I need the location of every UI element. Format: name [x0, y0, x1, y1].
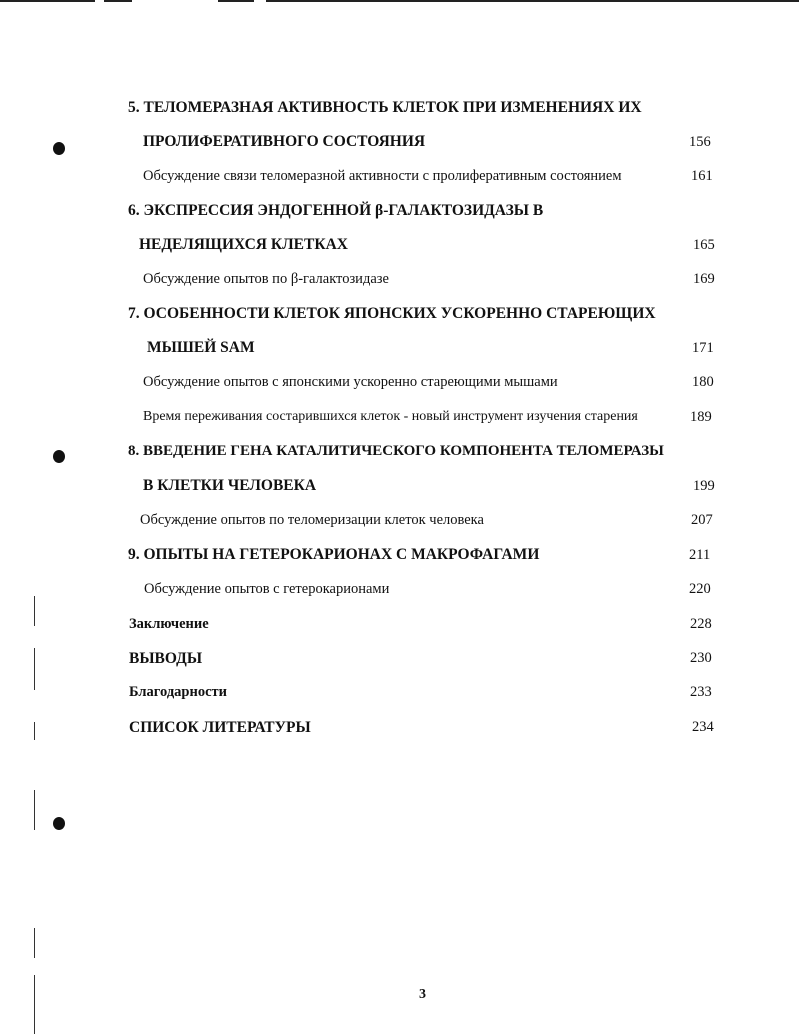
toc-section-5-sub-1: Обсуждение связи теломеразной активности с пролиферативным состоянием: [143, 168, 622, 184]
toc-section-5-title-line1: 5. ТЕЛОМЕРАЗНАЯ АКТИВНОСТЬ КЛЕТОК ПРИ ИЗМЕНЕНИЯХ ИХ: [128, 99, 642, 116]
page-number: 3: [419, 987, 426, 1002]
toc-section-9-sub-1-page: 220: [689, 581, 711, 597]
toc-section-5-page: 156: [689, 134, 711, 150]
toc-section-7-page: 171: [692, 340, 714, 356]
toc-section-7-sub-2: Время переживания состарившихся клеток - новый инструмент изучения старения: [143, 409, 638, 424]
scan-top-line-2: [104, 0, 132, 2]
toc-section-9-page: 211: [689, 547, 711, 563]
toc-acknowledgements: Благодарности: [129, 684, 228, 700]
toc-section-8-page: 199: [693, 478, 715, 494]
margin-mark-1: [34, 596, 35, 626]
toc-section-6-title-line2: НЕДЕЛЯЩИХСЯ КЛЕТКАХ: [139, 236, 348, 253]
toc-section-8-sub-1: Обсуждение опытов по теломеризации клеток человека: [140, 512, 484, 528]
margin-mark-2: [34, 648, 35, 690]
toc-section-7-title-line1: 7. ОСОБЕННОСТИ КЛЕТОК ЯПОНСКИХ УСКОРЕННО СТАРЕЮЩИХ: [128, 305, 656, 322]
toc-section-5-title-line2: ПРОЛИФЕРАТИВНОГО СОСТОЯНИЯ: [143, 133, 426, 150]
margin-mark-6: [34, 975, 35, 1034]
toc-references: СПИСОК ЛИТЕРАТУРЫ: [129, 719, 311, 736]
toc-acknowledgements-page: 233: [690, 684, 712, 700]
toc-findings-page: 230: [690, 650, 712, 666]
binder-hole-1: [53, 142, 65, 155]
toc-findings: ВЫВОДЫ: [129, 650, 203, 667]
toc-section-6-sub-1-page: 169: [693, 271, 715, 287]
toc-section-8-title-line1: 8. ВВЕДЕНИЕ ГЕНА КАТАЛИТИЧЕСКОГО КОМПОНЕНТА ТЕЛОМЕРАЗЫ: [128, 443, 664, 459]
scan-top-line-3: [218, 0, 254, 2]
binder-hole-3: [53, 817, 65, 830]
toc-section-5-sub-1-page: 161: [691, 168, 713, 184]
margin-mark-3: [34, 722, 35, 740]
toc-conclusion: Заключение: [129, 616, 209, 632]
toc-section-6-page: 165: [693, 237, 715, 253]
margin-mark-4: [34, 790, 35, 830]
toc-section-7-sub-2-page: 189: [690, 409, 712, 425]
binder-hole-2: [53, 450, 65, 463]
toc-section-9-sub-1: Обсуждение опытов с гетерокарионами: [144, 581, 390, 597]
toc-section-8-title-line2: В КЛЕТКИ ЧЕЛОВЕКА: [143, 477, 317, 494]
toc-section-8-sub-1-page: 207: [691, 512, 713, 528]
toc-section-7-title-line2: МЫШЕЙ SAM: [147, 339, 255, 356]
toc-section-7-sub-1: Обсуждение опытов с японскими ускоренно стареющими мышами: [143, 374, 558, 390]
toc-section-6-title-line1: 6. ЭКСПРЕССИЯ ЭНДОГЕННОЙ β-ГАЛАКТОЗИДАЗЫ В: [128, 202, 544, 219]
toc-references-page: 234: [692, 719, 714, 735]
toc-section-6-sub-1: Обсуждение опытов по β-галактозидазе: [143, 271, 389, 287]
scan-top-line-4: [266, 0, 799, 2]
toc-section-9-title: 9. ОПЫТЫ НА ГЕТЕРОКАРИОНАХ С МАКРОФАГАМИ: [128, 546, 540, 563]
toc-conclusion-page: 228: [690, 616, 712, 632]
margin-mark-5: [34, 928, 35, 958]
scan-top-line-1: [0, 0, 95, 2]
toc-section-7-sub-1-page: 180: [692, 374, 714, 390]
